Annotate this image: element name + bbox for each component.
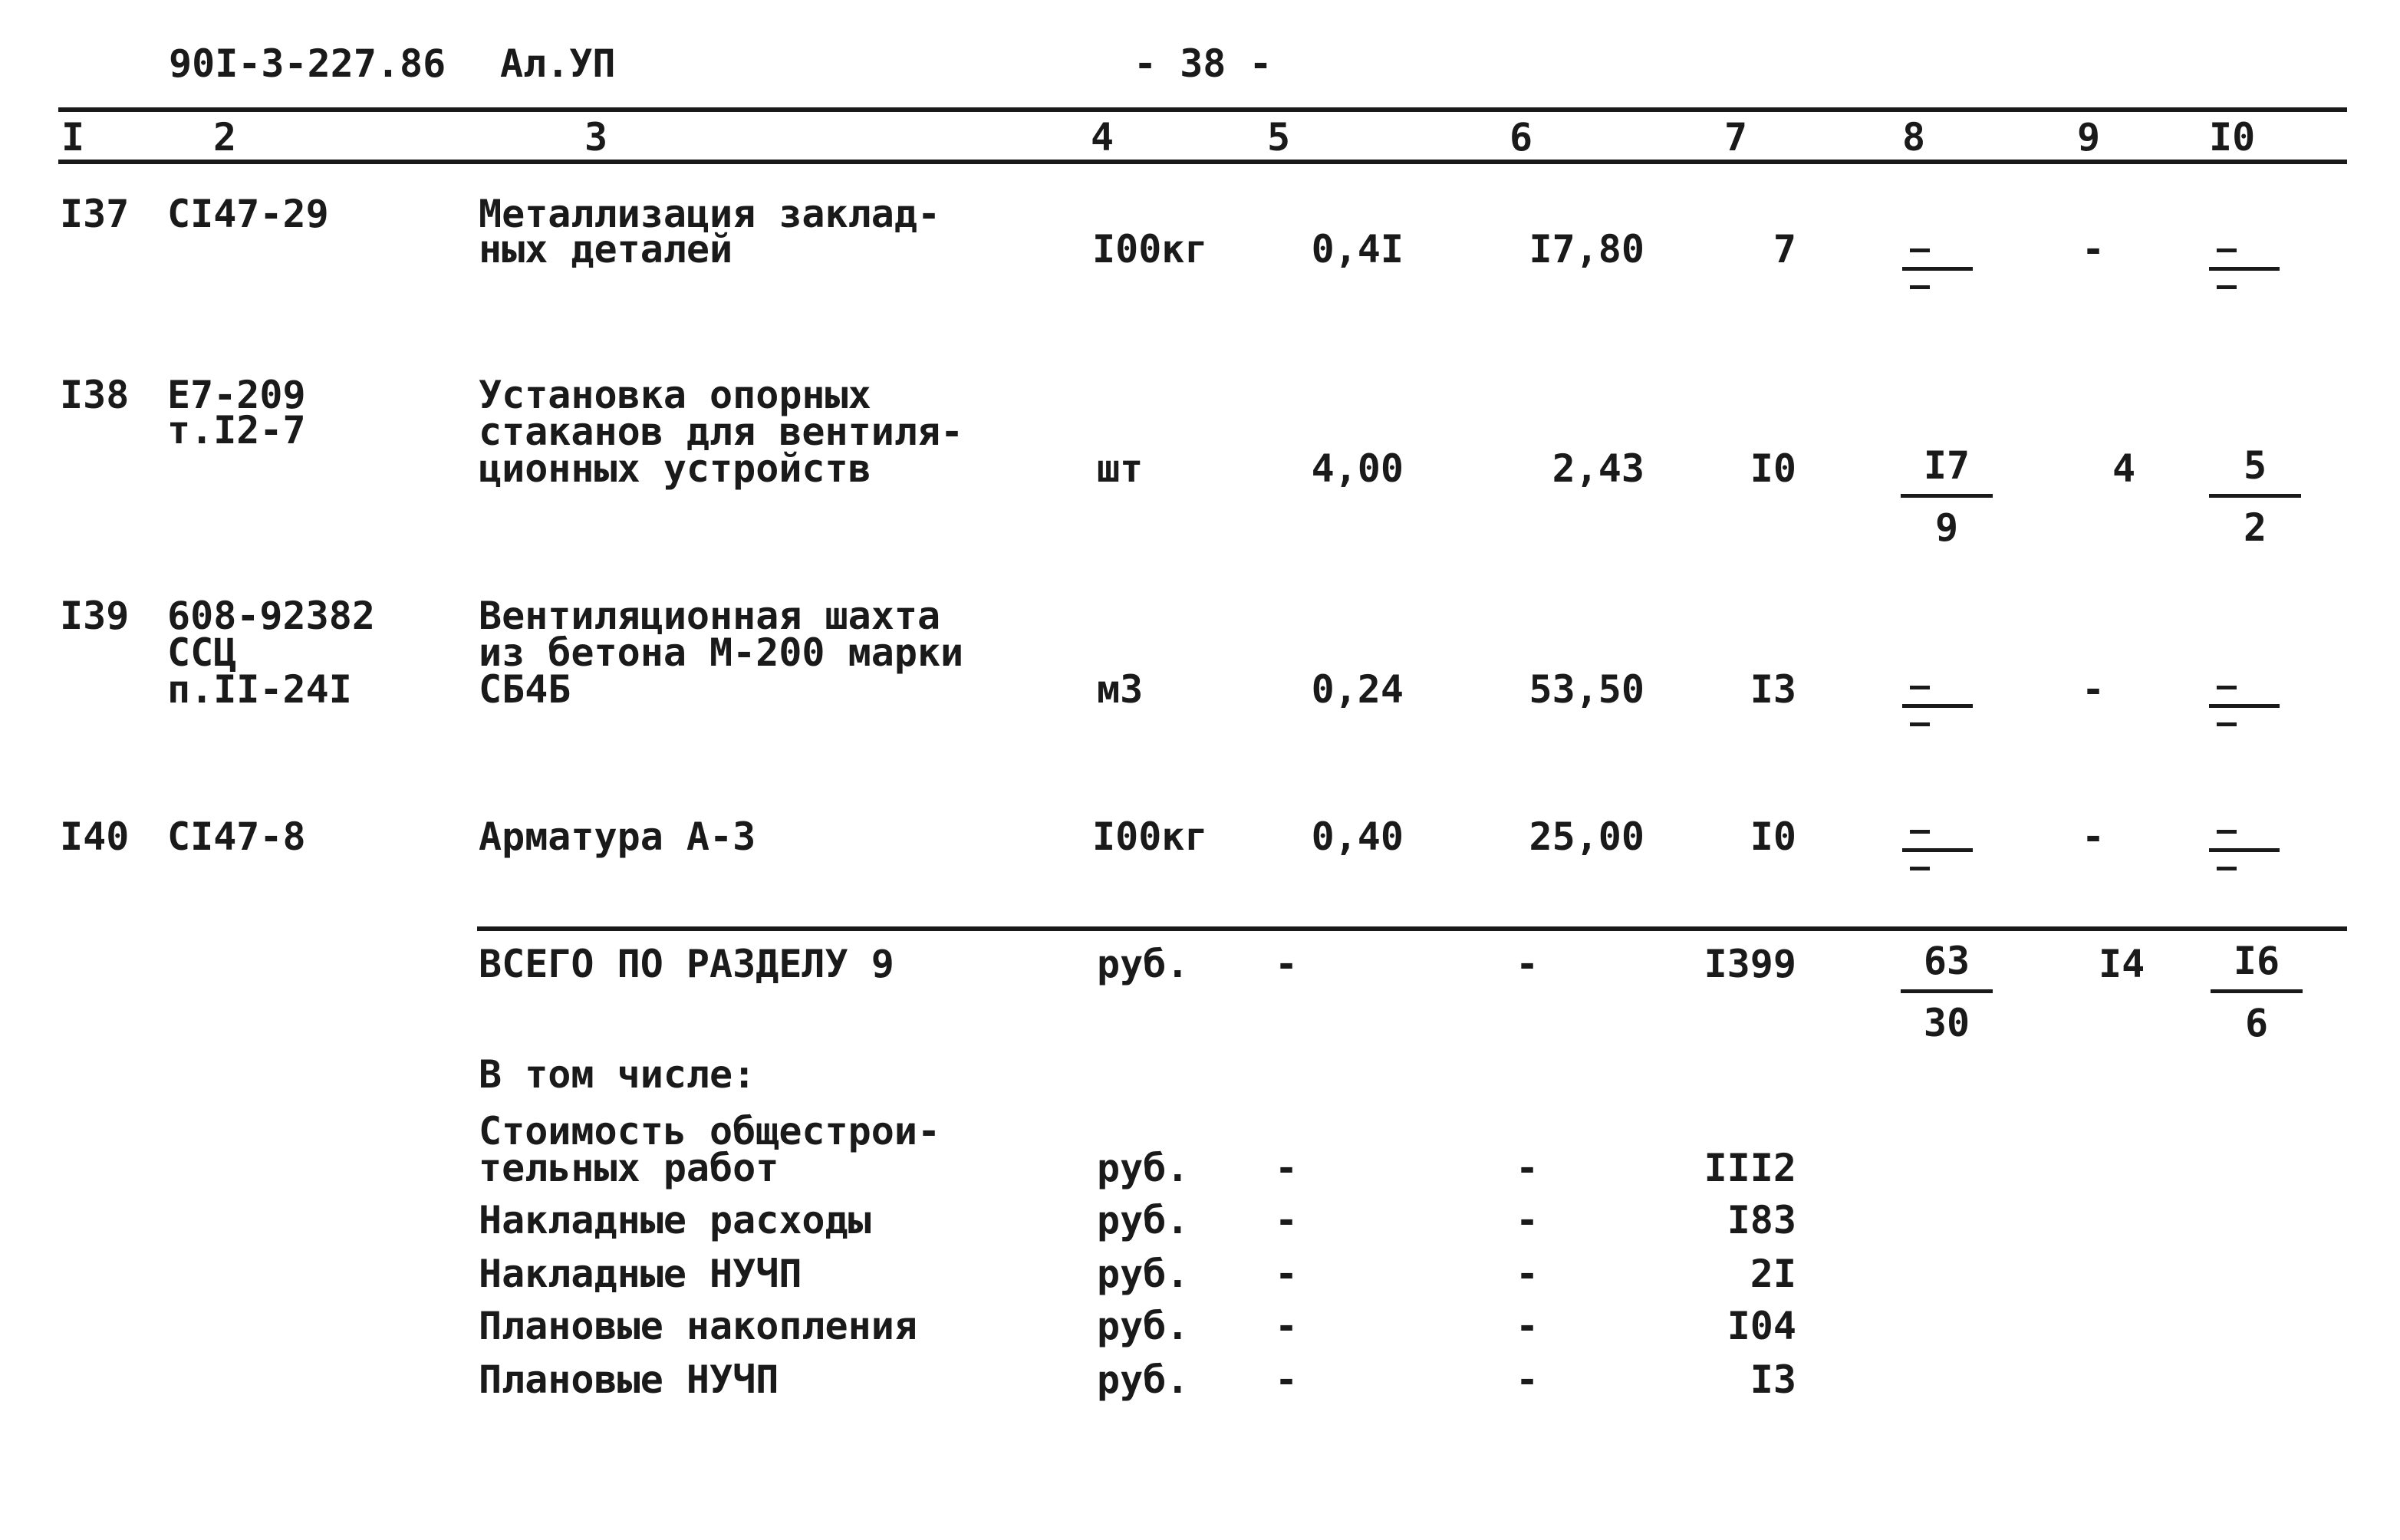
row-name-line: ных деталей — [479, 227, 733, 271]
breakdown-name-line: Плановые НУЧП — [479, 1357, 779, 1402]
fraction-bar — [2211, 989, 2303, 993]
fraction-denominator: 6 — [2244, 1001, 2269, 1045]
breakdown-total: I04 — [1727, 1304, 1796, 1348]
column-header-rule — [58, 160, 2347, 164]
col-header-7: 7 — [1724, 115, 1748, 160]
ditto-mark — [1902, 830, 1979, 884]
row-name-line: стаканов для вентиля- — [479, 410, 964, 454]
doc-code: 90I-3-227.86 — [169, 41, 446, 86]
col-header-3: 3 — [584, 115, 608, 160]
breakdown-qty: - — [1275, 1146, 1299, 1190]
album-number: Ал.УП — [500, 41, 616, 86]
breakdown-unit: руб. — [1097, 1357, 1190, 1402]
row-total: 7 — [1773, 227, 1796, 271]
row-total: I0 — [1750, 814, 1796, 859]
fraction-numerator: I6 — [2233, 939, 2280, 983]
row-name-line: Металлизация заклад- — [479, 192, 941, 236]
total-col8-fraction — [1901, 939, 1993, 1045]
breakdown-name-line: Плановые накопления — [479, 1304, 917, 1348]
fraction-denominator: 30 — [1923, 1001, 1970, 1045]
breakdown-name-line: Стоимость общестрои- — [479, 1109, 941, 1153]
ditto-mark — [2209, 248, 2286, 302]
ditto-mark — [1902, 248, 1979, 302]
total-sum: I399 — [1704, 942, 1796, 986]
row-col9: 4 — [2112, 446, 2136, 491]
row-number: I40 — [60, 814, 130, 859]
row-price: I7,80 — [1529, 227, 1644, 271]
breakdown-unit: руб. — [1097, 1252, 1190, 1296]
row-code: CI47-8 — [167, 814, 306, 859]
total-col10-fraction — [2211, 939, 2303, 1045]
breakdown-total: 2I — [1750, 1252, 1796, 1296]
ditto-mark — [2209, 830, 2286, 884]
breakdown-total: I3 — [1750, 1357, 1796, 1402]
fraction-bar — [2209, 494, 2301, 498]
row-price: 25,00 — [1529, 814, 1644, 859]
breakdown-total: III2 — [1704, 1146, 1796, 1190]
breakdown-qty: - — [1275, 1198, 1299, 1242]
breakdown-qty: - — [1275, 1252, 1299, 1296]
breakdown-name-line: тельных работ — [479, 1146, 779, 1190]
row-col10-fraction — [2209, 443, 2301, 550]
row-qty: 0,40 — [1311, 814, 1404, 859]
col-header-5: 5 — [1267, 115, 1291, 160]
row-name-line: Вентиляционная шахта — [479, 594, 941, 638]
row-name-line: ционных устройств — [479, 446, 871, 491]
col-header-10: I0 — [2209, 115, 2256, 160]
row-number: I37 — [60, 192, 130, 236]
section-total-rule — [477, 926, 2347, 931]
row-price: 53,50 — [1529, 667, 1644, 712]
row-qty: 0,24 — [1311, 667, 1404, 712]
breakdown-name-line: Накладные НУЧП — [479, 1252, 802, 1296]
total-qty: - — [1275, 942, 1299, 986]
row-name-line: Установка опорных — [479, 373, 871, 417]
breakdown-unit: руб. — [1097, 1146, 1190, 1190]
row-unit: I00кг — [1092, 814, 1208, 859]
row-unit: I00кг — [1092, 227, 1208, 271]
row-total: I0 — [1750, 446, 1796, 491]
total-label: ВСЕГО ПО РАЗДЕЛУ 9 — [479, 942, 894, 986]
ditto-mark — [2209, 686, 2286, 739]
row-number: I39 — [60, 594, 130, 638]
breakdown-name-line: Накладные расходы — [479, 1198, 871, 1242]
row-total: I3 — [1750, 667, 1796, 712]
row-code: п.II-24I — [167, 667, 352, 712]
col-header-4: 4 — [1091, 115, 1114, 160]
fraction-numerator: I7 — [1923, 443, 1970, 488]
col-header-1: I — [61, 115, 85, 160]
breakdown-total: I83 — [1727, 1198, 1796, 1242]
row-col8-fraction — [1901, 443, 1993, 550]
row-name-line: СБ4Б — [479, 667, 571, 712]
total-col9: I4 — [2099, 942, 2145, 986]
row-code: т.I2-7 — [167, 408, 306, 452]
total-price: - — [1516, 942, 1539, 986]
fraction-bar — [1901, 494, 1993, 498]
col-header-9: 9 — [2077, 115, 2101, 160]
col-header-2: 2 — [213, 115, 237, 160]
breakdown-qty: - — [1275, 1357, 1299, 1402]
breakdown-price: - — [1516, 1146, 1539, 1190]
fraction-numerator: 5 — [2243, 443, 2267, 488]
breakdown-price: - — [1516, 1198, 1539, 1242]
breakdown-unit: руб. — [1097, 1304, 1190, 1348]
fraction-bar — [1901, 989, 1993, 993]
fraction-denominator: 2 — [2243, 505, 2267, 550]
row-code: E7-209 — [167, 373, 306, 417]
row-col9: - — [2082, 227, 2105, 271]
page-number: - 38 - — [1134, 41, 1272, 86]
row-col9: - — [2082, 667, 2105, 712]
ditto-mark — [1902, 686, 1979, 739]
col-header-6: 6 — [1509, 115, 1533, 160]
row-code: 608-92382 — [167, 594, 375, 638]
row-qty: 0,4I — [1311, 227, 1404, 271]
breakdown-price: - — [1516, 1357, 1539, 1402]
row-name-line: из бетона М-200 марки — [479, 630, 964, 675]
row-col9: - — [2082, 814, 2105, 859]
col-header-8: 8 — [1902, 115, 1926, 160]
row-qty: 4,00 — [1311, 446, 1404, 491]
row-name-line: Арматура А-3 — [479, 814, 756, 859]
breakdown-unit: руб. — [1097, 1198, 1190, 1242]
row-code: CI47-29 — [167, 192, 329, 236]
breakdown-price: - — [1516, 1304, 1539, 1348]
breakdown-heading: В том числе: — [479, 1052, 756, 1097]
breakdown-qty: - — [1275, 1304, 1299, 1348]
row-price: 2,43 — [1552, 446, 1644, 491]
table-top-rule — [58, 107, 2347, 112]
row-unit: м3 — [1097, 667, 1144, 712]
fraction-numerator: 63 — [1923, 939, 1970, 983]
fraction-denominator: 9 — [1934, 505, 1959, 550]
breakdown-price: - — [1516, 1252, 1539, 1296]
row-code: ССЦ — [167, 630, 237, 675]
row-unit: шт — [1097, 446, 1144, 491]
total-unit: руб. — [1097, 942, 1190, 986]
row-number: I38 — [60, 373, 130, 417]
